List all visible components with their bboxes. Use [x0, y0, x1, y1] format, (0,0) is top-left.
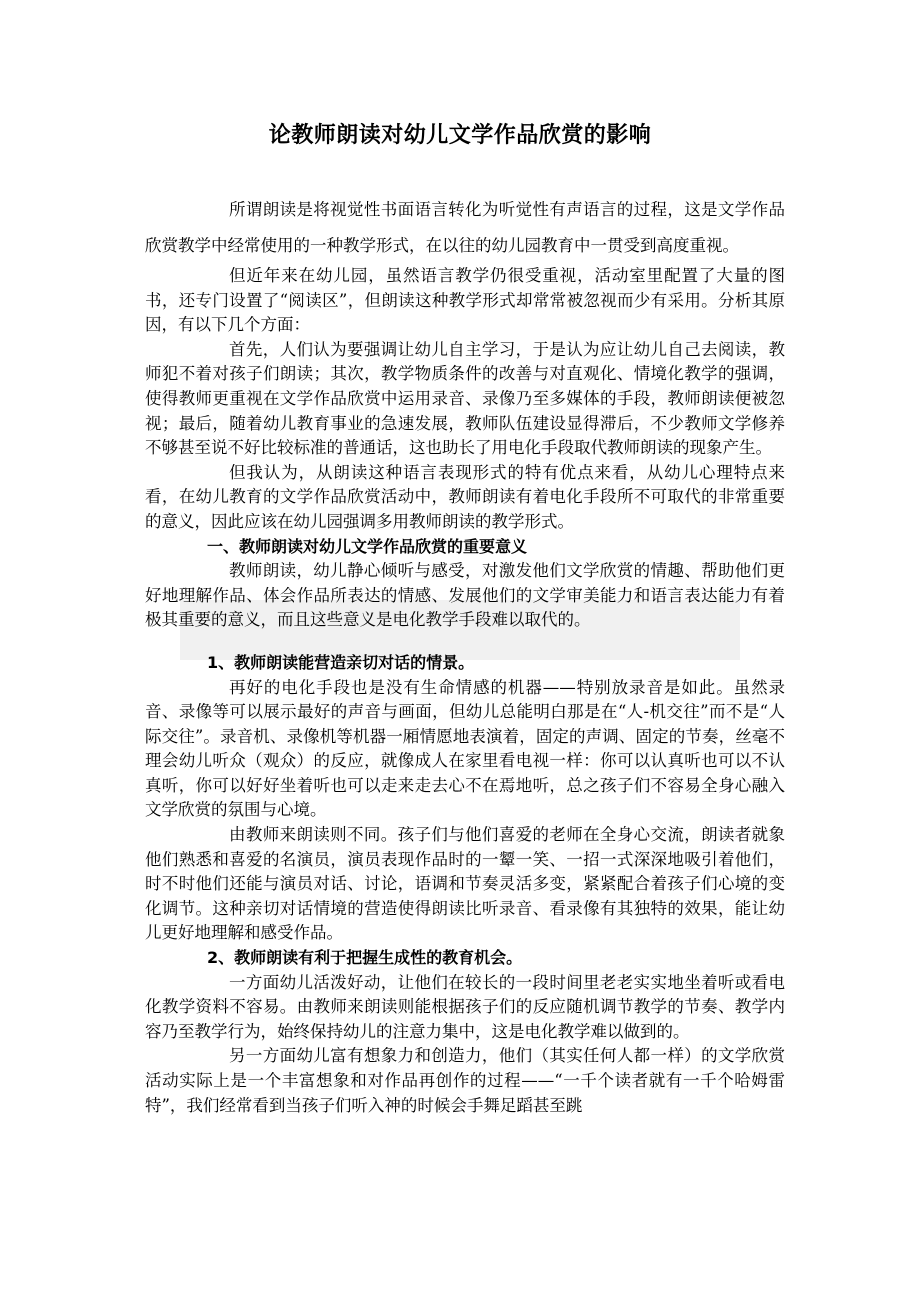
paragraph: 另一方面幼儿富有想象力和创造力，他们（其实任何人都一样）的文学欣赏活动实际上是一个丰富想象和对作品再创作的过程——“一千个读者就有一千个哈姆雷特”，我们经常看到当孩子们听入神的时候会手舞足蹈甚至跳	[145, 1046, 785, 1115]
paragraph: 所谓朗读是将视觉性书面语言转化为听觉性有声语言的过程，这是文学作品欣赏教学中经常使用的一种教学形式，在以往的幼儿园教育中一贯受到高度重视。	[145, 200, 785, 255]
document-body	[145, 192, 785, 1118]
paragraph: 再好的电化手段也是没有生命情感的机器——特别放录音是如此。虽然录音、录像等可以展示最好的声音与画面，但幼儿总能明白那是在“人-机交往”而不是“人际交往”。录音机、录像机等机器一厢情愿地表演着，固定的声调、固定的节奏，丝毫不理会幼儿听众（观众）的反应，就像成人在家里看电视一样：你可以认真听也可以不认真听，你可以好好坐着听也可以走来走去心不在焉地听，总之孩子们不容易全身心融入文学欣赏的氛围与心境。	[145, 677, 785, 820]
subsection-heading: 2、教师朗读有利于把握生成性的教育机会。	[207, 948, 523, 968]
document-title: 论教师朗读对幼儿文学作品欣赏的影响	[268, 123, 652, 148]
paragraph: 但近年来在幼儿园，虽然语言教学仍很受重视，活动室里配置了大量的图书，还专门设置了“阅读区”，但朗读这种教学形式却常常被忽视而少有采用。分析其原因，有以下几个方面：	[145, 266, 785, 335]
paragraph: 首先，人们认为要强调让幼儿自主学习，于是认为应让幼儿自己去阅读，教师犯不着对孩子们朗读；其次，教学物质条件的改善与对直观化、情境化教学的强调，使得教师更重视在文学作品欣赏中运用录音、录像乃至多媒体的手段，教师朗读便被忽视；最后，随着幼儿教育事业的急速发展，教师队伍建设显得滞后，不少教师文学修养不够甚至说不好比较标准的普通话，这也助长了用电化手段取代教师朗读的现象产生。	[145, 339, 785, 458]
paragraph: 一方面幼儿活泼好动，让他们在较长的一段时间里老老实实地坐着听或看电化教学资料不容易。由教师来朗读则能根据孩子们的反应随机调节教学的节奏、教学内容乃至教学行为，始终保持幼儿的注意力集中，这是电化教学难以做到的。	[145, 972, 785, 1041]
paragraph: 由教师来朗读则不同。孩子们与他们喜爱的老师在全身心交流，朗读者就象他们熟悉和喜爱的名演员，演员表现作品时的一颦一笑、一招一式深深地吸引着他们，时不时他们还能与演员对话、讨论，语调和节奏灵活多变，紧紧配合着孩子们心境的变化调节。这种亲切对话情境的营造使得朗读比听录音、看录像有其独特的效果，能让幼儿更好地理解和感受作品。	[145, 825, 785, 943]
paragraph: 教师朗读，幼儿静心倾听与感受，对激发他们文学欣赏的情趣、帮助他们更好地理解作品、体会作品所表达的情感、发展他们的文学审美能力和语言表达能力有着极其重要的意义，而且这些意义是电化教学手段难以取代的。	[145, 561, 785, 630]
paragraph: 但我认为，从朗读这种语言表现形式的特有优点来看，从幼儿心理特点来看，在幼儿教育的文学作品欣赏活动中，教师朗读有着电化手段所不可取代的非常重要的意义，因此应该在幼儿园强调多用教师朗读的教学形式。	[145, 462, 785, 531]
section-heading: 一、教师朗读对幼儿文学作品欣赏的重要意义	[207, 536, 528, 556]
subsection-heading: 1、教师朗读能营造亲切对话的情景。	[207, 652, 475, 672]
